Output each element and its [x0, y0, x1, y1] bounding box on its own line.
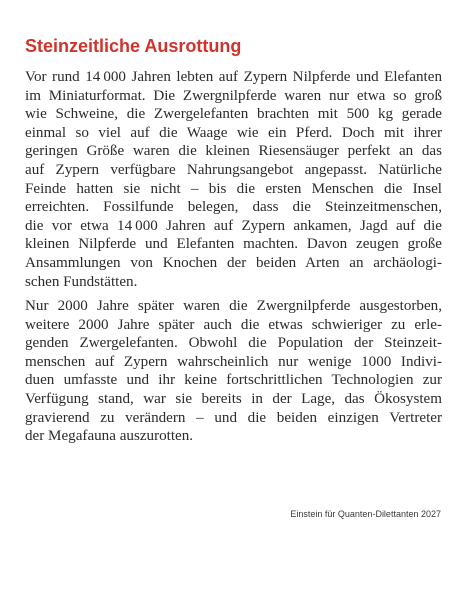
paragraph-line: im Miniaturformat. Die Zwergnilpferde waren nur etwa so groß: [25, 87, 442, 104]
paragraph-line: duen umfasste und ihr keine fortschrittlichen Technologien zur: [25, 372, 442, 389]
footer-credit: Einstein für Quanten-Dilettanten 2027: [290, 509, 441, 519]
paragraph-line: schen Fundstätten.: [25, 273, 138, 290]
paragraph-line: erreichten. Fossilfunde belegen, dass die Steinzeitmenschen,: [25, 199, 442, 216]
paragraph-line: menschen auf Zypern wahrscheinlich nur wenige 1000 Indivi-: [25, 353, 442, 370]
paragraph-line: die vor etwa 14 000 Jahren auf Zypern ankamen, Jagd auf die: [25, 217, 442, 234]
paragraph-line: Verfügung stand, war sie bereits in der Lage, das Ökosystem: [25, 390, 442, 407]
paragraph-line: auf Zypern verfügbare Nahrungsangebot angepasst. Natürliche: [25, 161, 442, 178]
paragraph-line: kleinen Nilpferde und Elefanten machten. Davon zeugen große: [25, 236, 442, 253]
paragraph-line: der Megafauna auszurotten.: [25, 428, 194, 445]
paragraph-line: genden Zwergelefanten. Obwohl die Population der Steinzeit-: [25, 335, 442, 352]
paragraph-line: wie Schweine, die Zwergelefanten brachten mit 500 kg gerade: [25, 106, 442, 123]
paragraph-line: Vor rund 14 000 Jahren lebten auf Zypern Nilpferde und Elefanten: [25, 69, 442, 85]
paragraph-line: Feinde hatten sie nicht – bis die ersten Menschen die Insel: [25, 180, 442, 197]
page-title: Steinzeitliche Ausrottung: [25, 36, 242, 56]
paragraph-line: Nur 2000 Jahre später waren die Zwergnilpferde ausgestorben,: [25, 298, 442, 314]
paragraph-line: weitere 2000 Jahre später auch die etwas schwieriger zu erle-: [25, 316, 442, 333]
paragraph-line: gravierend zu verändern – und die beiden einzigen Vertreter: [25, 409, 442, 426]
paragraph-1: [25, 68, 442, 291]
paragraph-2: [25, 297, 442, 446]
paragraph-line: geringen Größe waren die kleinen Riesensäuger perfekt an das: [25, 143, 442, 160]
paragraph-line: Ansammlungen von Knochen der beiden Arten an archäologi-: [25, 254, 442, 271]
paragraph-line: einmal so viel auf die Waage wie ein Pferd. Doch mit ihrer: [25, 124, 442, 141]
